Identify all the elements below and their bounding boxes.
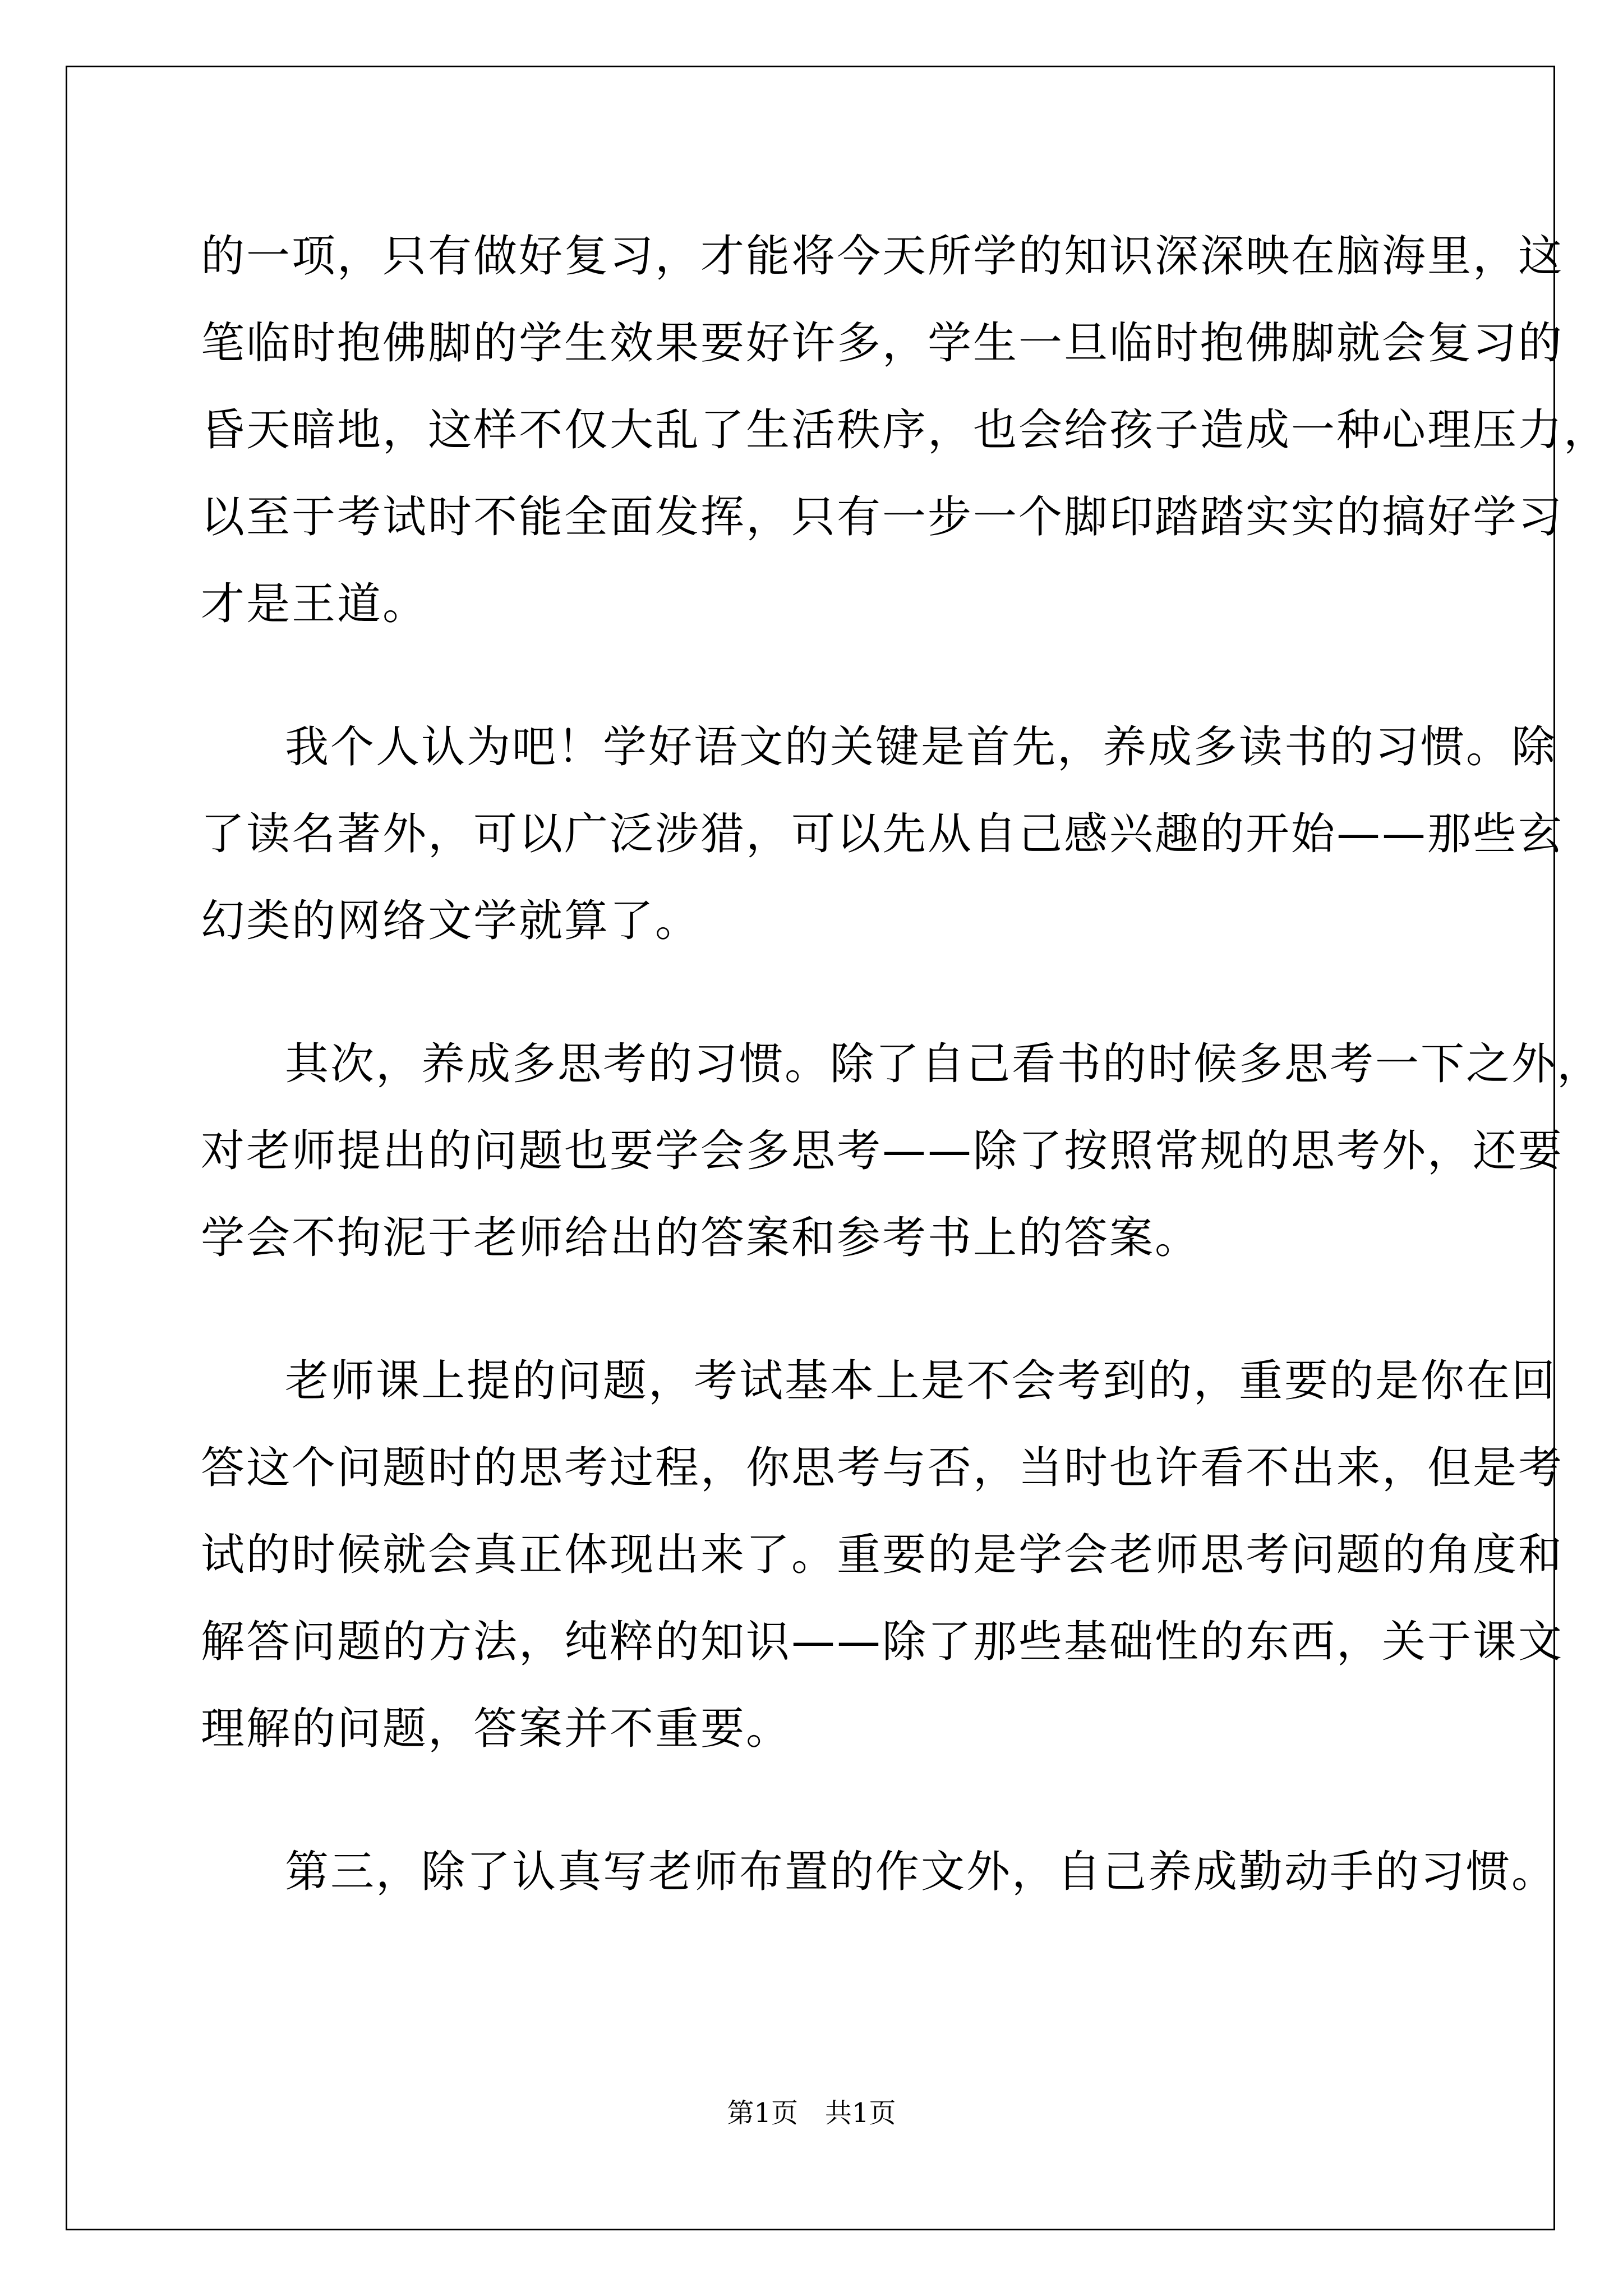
page-footer: 第1页 共1页	[727, 2097, 896, 2129]
text-line: 以至于考试时不能全面发挥，只有一步一个脚印踏踏实实的搞好学习	[201, 492, 1564, 542]
text-line: 解答问题的方法，纯粹的知识——除了那些基础性的东西，关于课文	[201, 1617, 1564, 1667]
text-line: 其次，养成多思考的习惯。除了自己看书的时候多思考一下之外，	[285, 1039, 1603, 1089]
text-line: 笔临时抱佛脚的学生效果要好许多，学生一旦临时抱佛脚就会复习的	[201, 318, 1564, 369]
text-line: 昏天暗地，这样不仅大乱了生活秩序，也会给孩子造成一种心理压力，	[201, 405, 1610, 455]
paragraph-2	[201, 704, 1564, 965]
text-line: 的一项，只有做好复习，才能将今天所学的知识深深映在脑海里，这	[201, 231, 1564, 282]
paragraph-4	[201, 1338, 1564, 1773]
text-line: 试的时候就会真正体现出来了。重要的是学会老师思考问题的角度和	[201, 1530, 1564, 1580]
text-line: 老师课上提的问题，考试基本上是不会考到的，重要的是你在回	[285, 1356, 1557, 1406]
text-line: 了读名著外，可以广泛涉猎，可以先从自己感兴趣的开始——那些玄	[201, 809, 1564, 859]
text-line: 对老师提出的问题也要学会多思考——除了按照常规的思考外，还要	[201, 1126, 1564, 1176]
text-line: 学会不拘泥于老师给出的答案和参考书上的答案。	[201, 1213, 1201, 1263]
paragraph-3	[201, 1021, 1603, 1282]
text-line: 第三，除了认真写老师布置的作文外，自己养成勤动手的习惯。	[285, 1847, 1557, 1897]
document-body	[201, 213, 1610, 1916]
text-line: 答这个问题时的思考过程，你思考与否，当时也许看不出来，但是考	[201, 1443, 1564, 1493]
text-line: 幻类的网络文学就算了。	[201, 896, 701, 946]
text-line: 我个人认为吧！学好语文的关键是首先，养成多读书的习惯。除	[285, 722, 1557, 772]
paragraph-1	[201, 213, 1610, 648]
text-line: 理解的问题，答案并不重要。	[201, 1704, 792, 1754]
text-line: 才是王道。	[201, 579, 428, 629]
paragraph-5	[201, 1829, 1557, 1916]
